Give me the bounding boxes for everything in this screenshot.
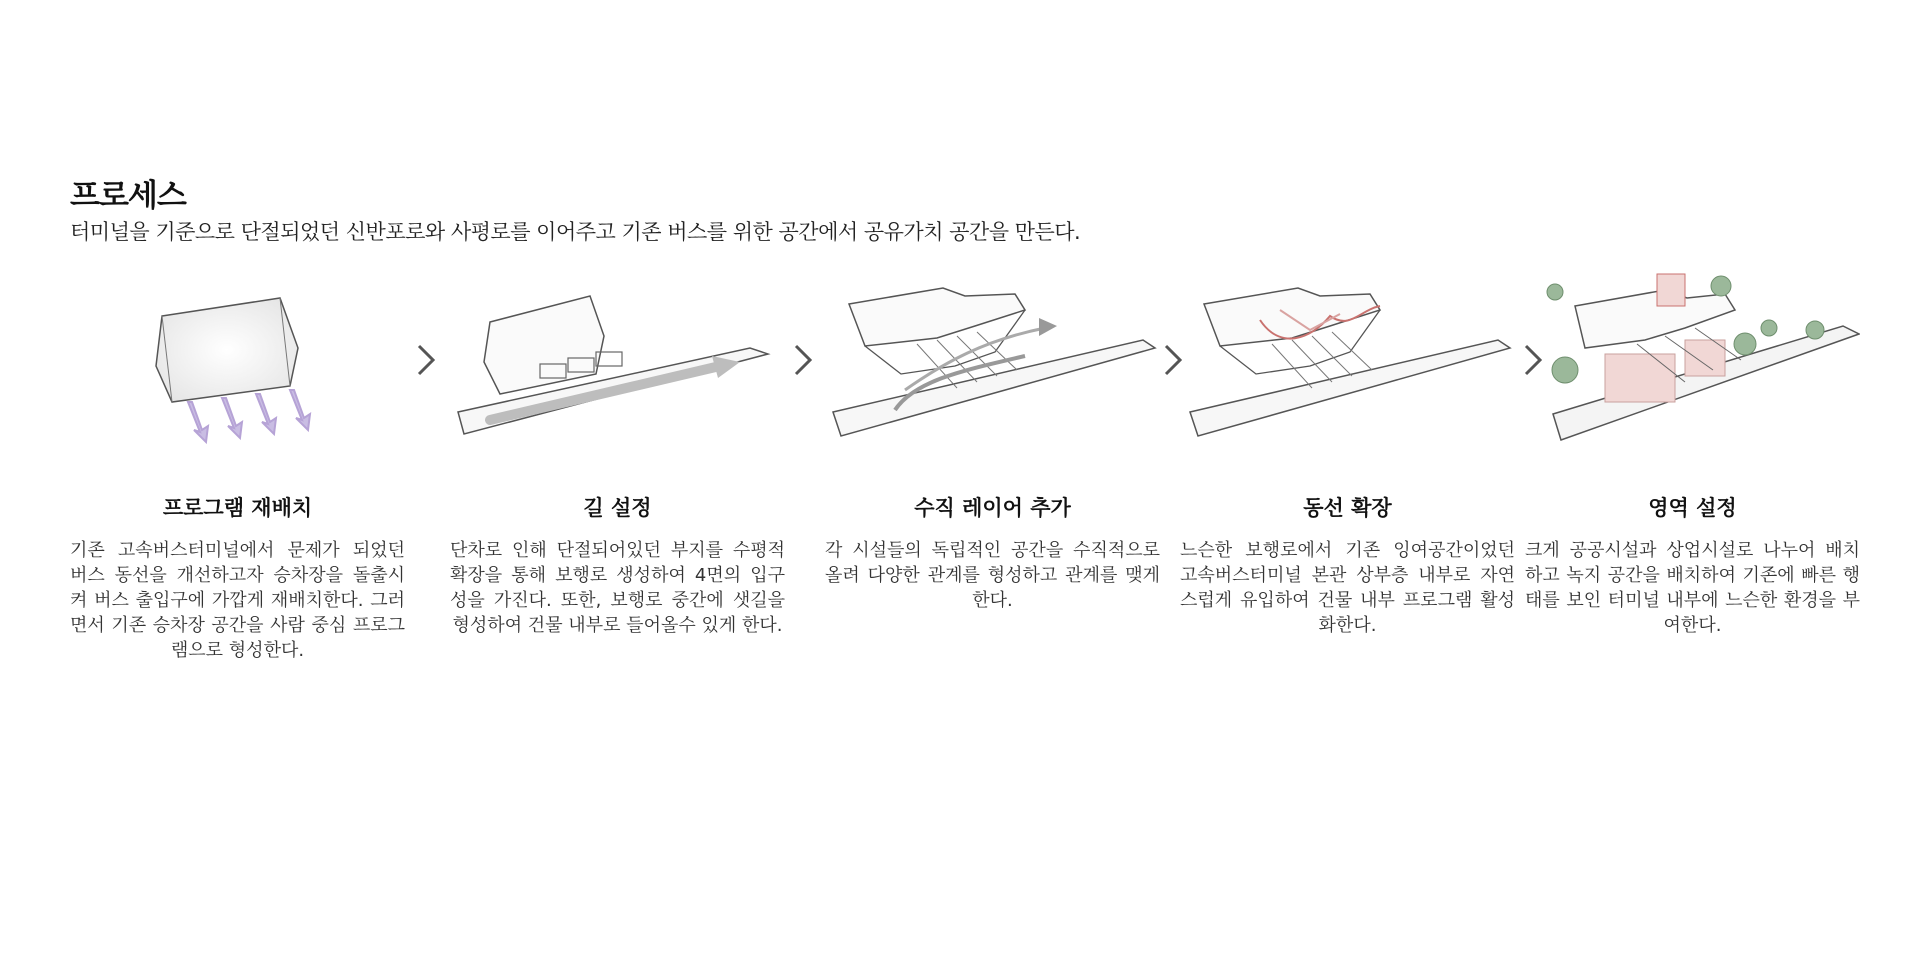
step-description: 단차로 인해 단절되어있던 부지를 수평적 확장을 통해 보행로 생성하여 4면의 입구성을 가진다. 또한, 보행로 중간에 샛길을 형성하여 건물 내부로 들어올수 있게 한다. xyxy=(450,540,785,636)
step-path-setting xyxy=(450,270,785,730)
program-relocation-diagram xyxy=(70,270,405,460)
step-description: 기존 고속버스터미널에서 문제가 되었던 버스 동선을 개선하고자 승차장을 돌출시켜 버스 출입구에 가깝게 재배치한다. 그러면서 기존 승차장 공간을 사람 중심 프로그램으로 형성한다. xyxy=(70,540,405,661)
step-zone-setting xyxy=(1525,270,1860,730)
step-title: 동선 확장 xyxy=(1303,496,1392,520)
step-vertical-layer xyxy=(825,270,1160,730)
process-steps xyxy=(70,270,1860,730)
step-title: 영역 설정 xyxy=(1648,496,1737,520)
step-title: 프로그램 재배치 xyxy=(162,496,313,520)
chevron-right-icon xyxy=(790,340,816,380)
path-setting-diagram xyxy=(450,270,785,460)
page-subtitle: 터미널을 기준으로 단절되었던 신반포로와 사평로를 이어주고 기존 버스를 위한 공간에서 공유가치 공간을 만든다. xyxy=(70,220,1081,244)
step-circulation-expansion xyxy=(1180,270,1515,730)
chevron-right-icon xyxy=(413,340,439,380)
step-title: 길 설정 xyxy=(583,496,652,520)
step-program-relocation xyxy=(70,270,405,730)
zone-setting-diagram xyxy=(1525,270,1860,460)
vertical-layer-diagram xyxy=(825,270,1160,460)
step-description: 각 시설들의 독립적인 공간을 수직적으로 올려 다양한 관계를 형성하고 관계를 맺게 한다. xyxy=(825,540,1160,611)
step-description: 느슨한 보행로에서 기존 잉여공간이었던 고속버스터미널 본관 상부층 내부로 자연스럽게 유입하여 건물 내부 프로그램 활성화한다. xyxy=(1180,540,1515,636)
step-title: 수직 레이어 추가 xyxy=(914,496,1071,520)
circulation-expansion-diagram xyxy=(1180,270,1515,460)
page-title: 프로세스 xyxy=(70,178,186,214)
step-description: 크게 공공시설과 상업시설로 나누어 배치하고 녹지 공간을 배치하여 기존에 빠른 행태를 보인 터미널 내부에 느슨한 환경을 부여한다. xyxy=(1525,540,1860,636)
